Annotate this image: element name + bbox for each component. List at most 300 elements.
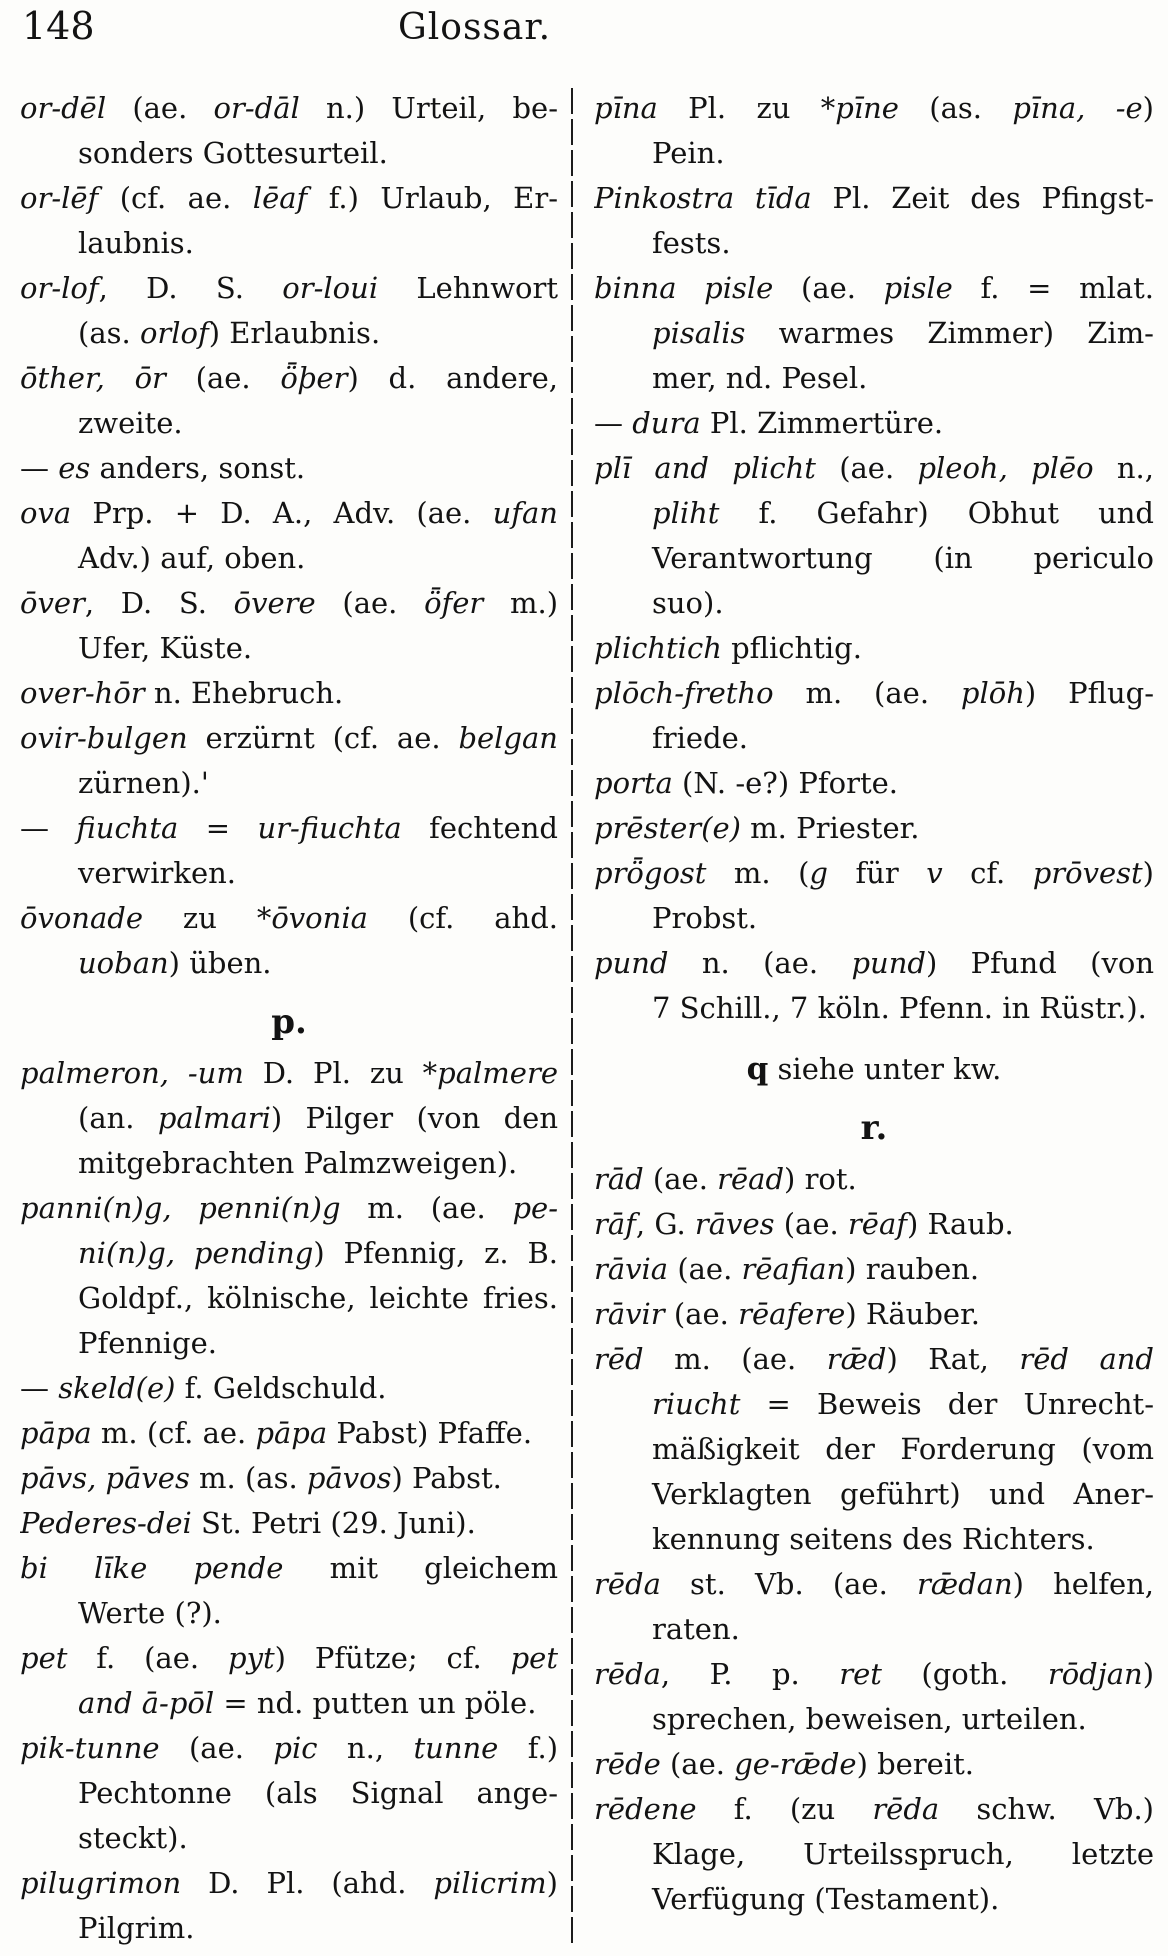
entry-line (20, 1681, 558, 1726)
text-segment: Verklagten geführt) und Aner- (652, 1477, 1154, 1511)
text-segment: — (20, 1371, 59, 1405)
headword-segment: ovir-bulgen (20, 721, 188, 755)
text-segment: Prp. + D. A., Adv. (ae. (71, 496, 493, 530)
entry-line (594, 1202, 1154, 1247)
entry-line (20, 716, 558, 761)
entry-line (594, 1427, 1154, 1472)
entry-line (20, 266, 558, 311)
glossary-entry (20, 266, 558, 356)
text-segment: Pein. (652, 136, 725, 170)
glossary-entry (594, 446, 1154, 626)
text-segment: zu * (143, 901, 272, 935)
headword-segment: rēde (594, 1747, 661, 1781)
glossary-entry (594, 851, 1154, 941)
text-segment: m.) (483, 586, 558, 620)
headword-segment: ur-fiuchta (257, 811, 402, 845)
text-segment: friede. (652, 721, 748, 755)
entry-line (20, 626, 558, 671)
text-segment: — (594, 406, 633, 440)
text-segment: (ae. (774, 1207, 848, 1241)
text-segment: , P. p. (660, 1657, 840, 1691)
headword-segment: binna pisle (594, 271, 774, 305)
text-segment: ) bereit. (856, 1747, 974, 1781)
entry-line (594, 1517, 1154, 1562)
entry-line (20, 851, 558, 896)
glossary-entry (594, 401, 1154, 446)
headword-segment: pāpa (20, 1416, 92, 1450)
text-segment: n.) Urteil, be- (299, 91, 558, 125)
text-segment: ) Pfund (von (925, 946, 1154, 980)
column-divider (571, 88, 573, 1948)
headword-segment: rēaf (847, 1207, 907, 1241)
entry-line (594, 536, 1154, 581)
text-segment: ) d. andere, (347, 361, 558, 395)
text-segment: n. (ae. (668, 946, 852, 980)
text-segment: (ae. (773, 271, 884, 305)
entry-line (20, 176, 558, 221)
glossary-entry (594, 1292, 1154, 1337)
glossary-entry (594, 86, 1154, 176)
headword-segment: or-lof (20, 271, 99, 305)
text-segment: für (828, 856, 927, 890)
headword-segment: ni(n)g, pending (78, 1236, 314, 1270)
entry-line (20, 806, 558, 851)
entry-line (20, 221, 558, 266)
glossary-entry (594, 671, 1154, 761)
entry-line (594, 131, 1154, 176)
text-segment: ) Pfennig, z. B. (313, 1236, 558, 1270)
headword-segment: ōther, ōr (20, 361, 166, 395)
entry-line (20, 1141, 558, 1186)
headword-segment: g (809, 856, 828, 890)
headword-segment: or-loui (282, 271, 379, 305)
section-heading: r. (860, 1108, 888, 1148)
entry-line (594, 1832, 1154, 1877)
entry-line (20, 941, 558, 986)
text-segment: (ae. (668, 1252, 742, 1286)
headword-segment: pik-tunne (20, 1731, 160, 1765)
headword-segment: palmeron, -um (20, 1056, 244, 1090)
text-segment: ) üben. (168, 946, 272, 980)
headword-segment: fiuchta (76, 811, 179, 845)
text-segment: (ae. (106, 91, 214, 125)
text-segment: (goth. (881, 1657, 1048, 1691)
entry-line (20, 1816, 558, 1861)
text-segment: ) helfen, (1012, 1567, 1154, 1601)
headword-segment: lēaf (252, 181, 308, 215)
glossary-entry (594, 176, 1154, 266)
text-segment: , D. S. (98, 271, 283, 305)
headword-segment: rēafian (741, 1252, 846, 1286)
glossary-entry (594, 941, 1154, 1031)
text-segment: Goldpf., kölnische, leichte fries. (78, 1281, 558, 1315)
entry-line (20, 1231, 558, 1276)
entry-line (594, 356, 1154, 401)
headword-segment: Pederes-dei (20, 1506, 192, 1540)
entry-line (20, 131, 558, 176)
headword-segment: plichtich (594, 631, 722, 665)
text-segment: ) (1142, 1657, 1154, 1691)
text-segment: Klage, Urteilsspruch, letzte (652, 1837, 1154, 1871)
glossary-entry (20, 671, 558, 716)
headword-segment: palmari (157, 1101, 271, 1135)
text-segment: fechtend (401, 811, 558, 845)
headword-segment: prōvest (1032, 856, 1143, 890)
headword-segment: tunne (413, 1731, 499, 1765)
entry-line (594, 896, 1154, 941)
glossary-entry (20, 1546, 558, 1636)
headword-segment: pet (510, 1641, 558, 1675)
text-segment: steckt). (78, 1821, 188, 1855)
entry-line (594, 1787, 1154, 1832)
text-segment: ) rauben. (845, 1252, 980, 1286)
text-segment: Ufer, Küste. (78, 631, 253, 665)
text-segment: sonders Gottesurteil. (78, 136, 388, 170)
text-segment: mäßigkeit der Forderung (vom (652, 1432, 1154, 1466)
headword-segment: plōch-fretho (594, 676, 774, 710)
text-segment: ) Pflug- (1024, 676, 1154, 710)
text-segment: f. (ae. (67, 1641, 229, 1675)
entry-line (20, 311, 558, 356)
entry-line (20, 1096, 558, 1141)
glossary-entry (20, 491, 558, 581)
entry-line (20, 1456, 558, 1501)
headword-segment: rēd and (1019, 1342, 1154, 1376)
glossary-entry (20, 86, 558, 176)
entry-line (594, 311, 1154, 356)
headword-segment: ret (839, 1657, 882, 1691)
glossary-entry (20, 1051, 558, 1186)
text-segment: Pechtonne (als Signal ange- (78, 1776, 558, 1810)
glossary-entry (594, 1742, 1154, 1787)
glossary-entry (594, 1157, 1154, 1202)
page-title: Glossar. (398, 7, 552, 48)
headword-segment: rǣdan (916, 1567, 1013, 1601)
headword-segment: or-dēl (20, 91, 107, 125)
glossary-entry (594, 1562, 1154, 1652)
text-segment: (as. (78, 316, 140, 350)
headword-segment: rād (594, 1162, 644, 1196)
text-segment: mitgebrachten Palmzweigen). (78, 1146, 518, 1180)
section-heading: p. (271, 1002, 307, 1042)
text-segment: raten. (652, 1612, 740, 1646)
text-segment: ) (546, 1866, 558, 1900)
glossary-entry (594, 1247, 1154, 1292)
headword-segment: rēda (594, 1567, 661, 1601)
text-segment: ) Erlaubnis. (208, 316, 381, 350)
text-segment: q (746, 1051, 769, 1087)
entry-line (20, 1321, 558, 1366)
text-segment: Werte (?). (78, 1596, 222, 1630)
entry-line (594, 941, 1154, 986)
entry-line (594, 626, 1154, 671)
column-left (20, 86, 558, 1951)
headword-segment: ge-rǣde (734, 1747, 857, 1781)
text-segment: warmes Zimmer) Zim- (745, 316, 1154, 350)
entry-line (594, 266, 1154, 311)
headword-segment: pisle (883, 271, 953, 305)
headword-segment: pīna, -e (1012, 91, 1143, 125)
headword-segment: rāf (594, 1207, 636, 1241)
headword-segment: rēda (594, 1657, 661, 1691)
entry-line (20, 896, 558, 941)
entry-line (594, 1337, 1154, 1382)
entry-line (20, 761, 558, 806)
headword-segment: palmere (437, 1056, 558, 1090)
text-segment: = Beweis der Unrecht- (740, 1387, 1154, 1421)
page-number: 148 (22, 4, 95, 48)
headword-segment: ufan (492, 496, 558, 530)
entry-line (594, 1247, 1154, 1292)
glossary-entry (594, 626, 1154, 671)
headword-segment: pyt (228, 1641, 275, 1675)
headword-segment: pāvos (306, 1461, 392, 1495)
entry-line (594, 1292, 1154, 1337)
glossary-entry (594, 761, 1154, 806)
text-segment: — (20, 811, 77, 845)
text-segment: schw. Vb.) (939, 1792, 1154, 1826)
headword-segment: ȫfer (424, 586, 484, 620)
glossary-entry (20, 716, 558, 806)
entry-line (20, 1636, 558, 1681)
headword-segment: rēad (717, 1162, 785, 1196)
headword-segment: panni(n)g, penni(n)g (20, 1191, 341, 1225)
entry-line (20, 491, 558, 536)
entry-line (594, 1607, 1154, 1652)
headword-segment: ȫþer (280, 361, 348, 395)
glossary-entry (20, 1501, 558, 1546)
headword-segment: es (58, 451, 91, 485)
entry-line (20, 581, 558, 626)
text-segment: f. = mlat. (952, 271, 1154, 305)
entry-line (20, 1906, 558, 1951)
text-segment: (ae. (664, 1297, 739, 1331)
headword-segment: and ā-pōl (78, 1686, 215, 1720)
text-segment: 7 Schill., 7 köln. Pfenn. in Rüstr.). (652, 991, 1147, 1025)
entry-line (20, 1186, 558, 1231)
text-segment: (N. -e?) Pforte. (672, 766, 898, 800)
text-segment: (ae. (643, 1162, 718, 1196)
entry-line (20, 671, 558, 716)
entry-line (594, 761, 1154, 806)
headword-segment: rēd (594, 1342, 644, 1376)
headword-segment: v (926, 856, 943, 890)
entry-line (594, 1877, 1154, 1922)
entry-line (20, 1771, 558, 1816)
glossary-entry (20, 176, 558, 266)
headword-segment: over-hōr (20, 676, 145, 710)
text-segment: fests. (652, 226, 731, 260)
text-segment: f. Gefahr) Obhut und (719, 496, 1154, 530)
glossary-entry (20, 1726, 558, 1861)
text-segment: m. Priester. (740, 811, 920, 845)
text-segment: ) (1142, 91, 1154, 125)
entry-line (594, 1472, 1154, 1517)
text-segment: (ae. (165, 361, 281, 395)
text-segment: St. Petri (29. Juni). (191, 1506, 476, 1540)
text-segment: = nd. putten un pöle. (214, 1686, 537, 1720)
text-segment: anders, sonst. (90, 451, 306, 485)
text-segment: f. (zu (696, 1792, 873, 1826)
glossary-entry (20, 581, 558, 671)
entry-line (594, 1652, 1154, 1697)
text-segment: D. Pl. (ahd. (181, 1866, 434, 1900)
text-segment: ) Pilger (von den (270, 1101, 558, 1135)
headword-segment: pilugrimon (20, 1866, 182, 1900)
text-segment: (cf. ae. (98, 181, 253, 215)
headword-segment: pic (273, 1731, 318, 1765)
text-segment: Pl. zu * (657, 91, 836, 125)
column-right (594, 86, 1154, 1922)
entry-line (594, 986, 1154, 1031)
text-segment: zürnen).' (78, 766, 209, 800)
text-segment: cf. (942, 856, 1033, 890)
entry-line (594, 671, 1154, 716)
text-segment: = (178, 811, 258, 845)
entry-line (594, 221, 1154, 266)
text-segment: siehe unter kw. (768, 1052, 1002, 1086)
text-segment: Probst. (652, 901, 758, 935)
text-segment: Pfennige. (78, 1326, 217, 1360)
headword-segment: belgan (458, 721, 558, 755)
entry-line (594, 1382, 1154, 1427)
headword-segment: prēster(e) (594, 811, 741, 845)
text-segment: n. Ehebruch. (144, 676, 344, 710)
text-segment: pflichtig. (721, 631, 862, 665)
headword-segment: or-dāl (213, 91, 300, 125)
text-segment: (an. (78, 1101, 158, 1135)
entry-line (20, 1501, 558, 1546)
entry-line (20, 1051, 558, 1096)
text-segment: laubnis. (78, 226, 194, 260)
entry-line (20, 1411, 558, 1456)
headword-segment: pe- (512, 1191, 558, 1225)
text-segment: D. Pl. zu * (243, 1056, 438, 1090)
text-segment: (ae. (815, 451, 918, 485)
entry-line (20, 356, 558, 401)
text-segment: (ae. (159, 1731, 274, 1765)
glossary-entry (20, 1636, 558, 1726)
text-segment: ) Räuber. (845, 1297, 980, 1331)
glossary-entry (20, 1186, 558, 1366)
headword-segment: pilicrim (433, 1866, 547, 1900)
headword-segment: ōvonade (20, 901, 143, 935)
headword-segment: rēdene (594, 1792, 697, 1826)
headword-segment: bi līke pende (20, 1551, 284, 1585)
glossary-entry (20, 1366, 558, 1411)
entry-line (594, 1697, 1154, 1742)
text-segment: — (20, 451, 59, 485)
text-segment: suo). (652, 586, 724, 620)
entry-line (594, 851, 1154, 896)
headword-segment: or-lēf (20, 181, 99, 215)
headword-segment: orlof (139, 316, 209, 350)
text-segment: Lehnwort (378, 271, 558, 305)
entry-line (594, 1157, 1154, 1202)
headword-segment: pīna (594, 91, 658, 125)
text-segment: verwirken. (78, 856, 236, 890)
text-segment: Pabst) Pfaffe. (327, 1416, 533, 1450)
text-segment: (cf. ahd. (367, 901, 558, 935)
entry-line (594, 446, 1154, 491)
text-segment: sprechen, beweisen, urteilen. (652, 1702, 1087, 1736)
text-segment: ) Pabst. (391, 1461, 502, 1495)
glossary-entry (594, 266, 1154, 401)
headword-segment: rāvia (594, 1252, 669, 1286)
text-segment: mer, nd. Pesel. (652, 361, 868, 395)
headword-segment: pund (594, 946, 669, 980)
headword-segment: pisalis (652, 316, 746, 350)
text-segment: zweite. (78, 406, 183, 440)
text-segment: (ae. (660, 1747, 735, 1781)
headword-segment: rōdjan (1047, 1657, 1143, 1691)
entry-line (20, 1546, 558, 1591)
headword-segment: pāvs, pāves (20, 1461, 190, 1495)
headword-segment: ōvere (233, 586, 316, 620)
entry-line (20, 401, 558, 446)
entry-line (594, 86, 1154, 131)
text-segment: Pl. Zimmertüre. (700, 406, 944, 440)
entry-line (594, 581, 1154, 626)
text-segment: m. (ae. (773, 676, 961, 710)
text-segment: ) (1142, 856, 1154, 890)
glossary-entry (20, 1411, 558, 1456)
text-segment: , D. S. (84, 586, 234, 620)
entry-line (594, 491, 1154, 536)
text-segment: f. Geldschuld. (175, 1371, 387, 1405)
glossary-entry (20, 1456, 558, 1501)
entry-line (594, 1047, 1154, 1092)
entry-line (20, 1861, 558, 1906)
text-segment: (ae. (315, 586, 425, 620)
text-segment: n., (317, 1731, 414, 1765)
headword-segment: plī and plicht (594, 451, 816, 485)
text-segment: Pilgrim. (78, 1911, 195, 1945)
headword-segment: rēda (872, 1792, 940, 1826)
entry-line (594, 716, 1154, 761)
headword-segment: uoban (78, 946, 169, 980)
headword-segment: rǣd (826, 1342, 887, 1376)
headword-segment: rēafere (738, 1297, 846, 1331)
headword-segment: pleoh, plēo (917, 451, 1094, 485)
entry-line (20, 1591, 558, 1636)
headword-segment: pliht (652, 496, 720, 530)
text-segment: (as. (898, 91, 1013, 125)
text-segment: f.) (498, 1731, 558, 1765)
glossary-entry (594, 1652, 1154, 1742)
headword-segment: prȫgost (594, 856, 707, 890)
entry-line (594, 1562, 1154, 1607)
entry-line (20, 446, 558, 491)
text-segment: ) Rat, (886, 1342, 1020, 1376)
entry-line (20, 86, 558, 131)
headword-segment: pāpa (255, 1416, 328, 1450)
text-segment: n., (1093, 451, 1154, 485)
text-segment: m. (as. (189, 1461, 307, 1495)
glossary-entry (20, 896, 558, 986)
entry-line (20, 1366, 558, 1411)
text-segment: mit gleichem (283, 1551, 558, 1585)
glossary-entry (20, 356, 558, 446)
text-segment: , G. (635, 1207, 695, 1241)
entry-line (20, 536, 558, 581)
text-segment: Adv.) auf, oben. (78, 541, 306, 575)
text-segment: Verfügung (Testament). (652, 1882, 1000, 1916)
glossary-entry (20, 446, 558, 491)
headword-segment: skeld(e) (58, 1371, 176, 1405)
glossary-entry (20, 1861, 558, 1951)
glossary-entry (594, 1787, 1154, 1922)
